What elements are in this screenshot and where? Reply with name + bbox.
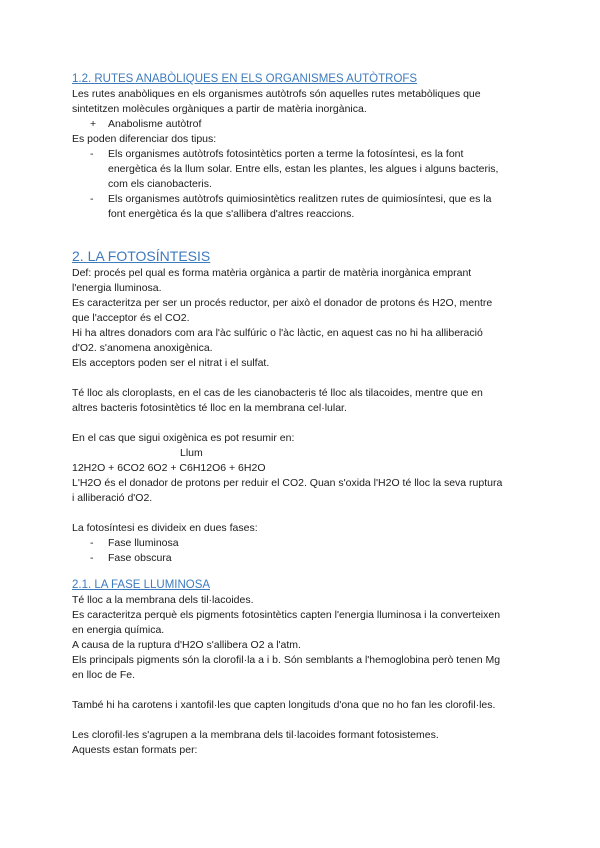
- list-item-line: Fase obscura: [108, 552, 172, 564]
- paragraph-line: Els acceptors poden ser el nitrat i el sulfat.: [72, 357, 270, 369]
- paragraph-line: La fotosíntesi es divideix en dues fases:: [72, 522, 258, 534]
- paragraph-line: Es caracteritza perquè els pigments fotosintètics capten l'energia lluminosa i la converteixen: [72, 609, 501, 621]
- paragraph-line: en lloc de Fe.: [72, 669, 136, 681]
- paragraph-line: en energia química.: [72, 624, 165, 636]
- paragraph-line: Les clorofil·les s'agrupen a la membrana dels til·lacoides formant fotosistemes.: [72, 729, 439, 741]
- list-item-line: Els organismes autòtrofs quimiosintètics realitzen rutes de quimiosíntesi, que es la: [108, 193, 492, 205]
- paragraph-line: L'H2O és el donador de protons per reduir el CO2. Quan s'oxida l'H2O té lloc la seva ruptura: [72, 477, 503, 489]
- paragraph-line: d'O2. s'anomena anoxigènica.: [72, 342, 213, 354]
- section-heading-1-2: 1.2. RUTES ANABÒLIQUES EN ELS ORGANISMES AUTÒTROFS: [72, 73, 418, 85]
- paragraph-line: i alliberació d'O2.: [72, 492, 153, 504]
- paragraph-line: altres bacteris fotosintètics té lloc en la membrana cel·lular.: [72, 402, 347, 414]
- list-item-line: com els cianobacteris.: [108, 178, 212, 190]
- paragraph-line: Es caracteritza per ser un procés reductor, per això el donador de protons és H2O, mentre: [72, 297, 493, 309]
- paragraph-line: A causa de la ruptura d'H2O s'allibera O2 a l'atm.: [72, 639, 301, 651]
- paragraph-line: Hi ha altres donadors com ara l'àc sulfúric o l'àc làctic, en aquest cas no hi ha alliberació: [72, 327, 483, 339]
- list-item-line: Els organismes autòtrofs fotosintètics porten a terme la fotosíntesi, es la font: [108, 148, 464, 160]
- paragraph-line: Les rutes anabòliques en els organismes autòtrofs són aquelles rutes metabòliques que: [72, 88, 481, 100]
- paragraph-line: També hi ha carotens i xantofil·les que capten longituds d'ona que no ho fan les clorofil·les.: [72, 699, 496, 711]
- list-item-line: font energètica és la que s'allibera d'altres reaccions.: [108, 208, 355, 220]
- section-heading-2-1: 2.1. LA FASE LLUMINOSA: [72, 579, 211, 591]
- paragraph-line: Es poden diferenciar dos tipus:: [72, 133, 217, 145]
- paragraph-line: Def: procés pel qual es forma matèria orgànica a partir de matèria inorgànica emprant: [72, 267, 472, 279]
- paragraph-line: sintetitzen molècules orgàniques a partir de matèria inorgànica.: [72, 103, 367, 115]
- paragraph-line: Té lloc als cloroplasts, en el cas de les cianobacteris té lloc als tilacoides, mentre que en: [72, 387, 483, 399]
- plus-bullet-item: Anabolisme autòtrof: [108, 118, 202, 130]
- dash-bullet-marker: -: [90, 537, 94, 549]
- dash-bullet-marker: -: [90, 193, 94, 205]
- dash-bullet-marker: -: [90, 148, 94, 160]
- paragraph-line: Aquests estan formats per:: [72, 744, 198, 756]
- paragraph-line: Els principals pigments són la clorofil·la a i b. Són semblants a l'hemoglobina però tenen Mg: [72, 654, 501, 666]
- equation-label: Llum: [180, 447, 203, 459]
- paragraph-line: que l'acceptor és el CO2.: [72, 312, 190, 324]
- dash-bullet-marker: -: [90, 552, 94, 564]
- paragraph-line: En el cas que sigui oxigènica es pot resumir en:: [72, 432, 295, 444]
- paragraph-line: Té lloc a la membrana dels til·lacoides.: [72, 594, 254, 606]
- list-item-line: Fase lluminosa: [108, 537, 179, 549]
- plus-bullet-marker: +: [90, 118, 97, 130]
- equation: 12H2O + 6CO2 6O2 + C6H12O6 + 6H2O: [72, 462, 266, 474]
- paragraph-line: l'energia lluminosa.: [72, 282, 162, 294]
- section-heading-2: 2. LA FOTOSÍNTESIS: [72, 248, 211, 264]
- list-item-line: energètica és la llum solar. Entre ells, estan les plantes, les algues i alguns bacteris,: [108, 163, 499, 175]
